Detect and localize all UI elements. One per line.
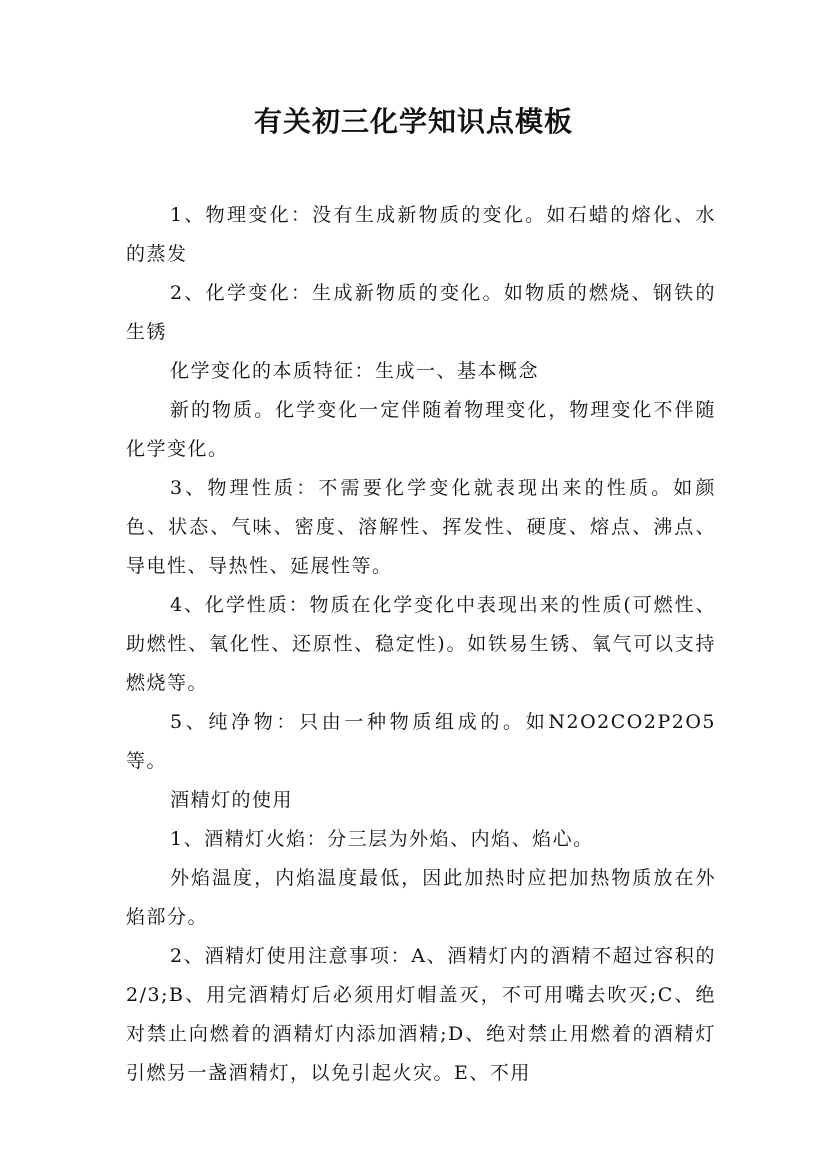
paragraph-chemical-change: 2、化学变化：生成新物质的变化。如物质的燃烧、钢铁的生锈 [126,282,716,343]
paragraph-pure-substance: 5、纯净物：只由一种物质组成的。如N2O2CO2P2O5等。 [126,711,716,772]
section-heading-alcohol-lamp: 酒精灯的使用 [170,789,294,811]
paragraph-physical-property: 3、物理性质：不需要化学变化就表现出来的性质。如颜色、状态、气味、密度、溶解性、挥发性、硬度、熔点、沸点、导电性、导热性、延展性等。 [126,477,716,577]
paragraph-flame-layers: 1、酒精灯火焰：分三层为外焰、内焰、焰心。 [170,828,594,850]
document-body [126,196,716,1093]
paragraph-lamp-precautions: 2、酒精灯使用注意事项：A、酒精灯内的酒精不超过容积的2/3;B、用完酒精灯后必须用灯帽盖灭，不可用嘴去吹灭;C、绝对禁止向燃着的酒精灯内添加酒精;D、绝对禁止用燃着的酒精灯引燃另一盏酒精灯，以免引起火灾。E、不用 [126,945,716,1084]
paragraph-chemical-property: 4、化学性质：物质在化学变化中表现出来的性质(可燃性、助燃性、氧化性、还原性、稳定性)。如铁易生锈、氧气可以支持燃烧等。 [126,594,716,694]
document-title: 有关初三化学知识点模板 [253,105,573,138]
paragraph-new-substance: 新的物质。化学变化一定伴随着物理变化，物理变化不伴随化学变化。 [126,399,716,460]
paragraph-chemical-change-essence: 化学变化的本质特征：生成一、基本概念 [170,360,540,382]
paragraph-physical-change: 1、物理变化：没有生成新物质的变化。如石蜡的熔化、水的蒸发 [126,204,716,265]
paragraph-flame-temperature: 外焰温度，内焰温度最低，因此加热时应把加热物质放在外焰部分。 [126,867,716,928]
